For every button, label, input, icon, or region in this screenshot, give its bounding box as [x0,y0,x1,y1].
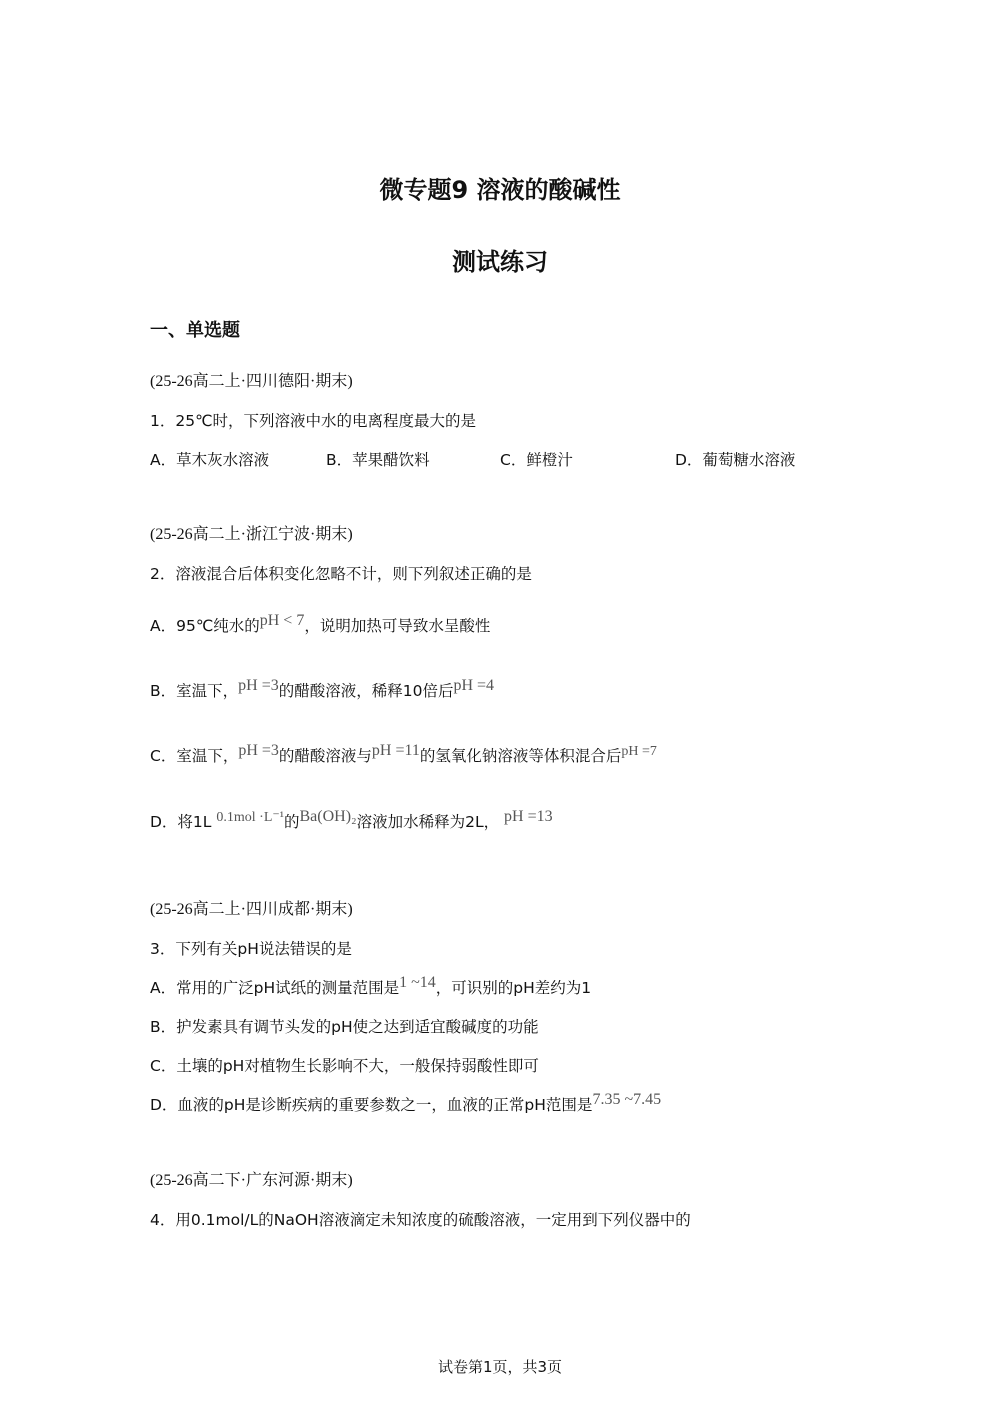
q2-option-c [150,742,657,769]
q2-option-d [150,808,553,835]
q2-c-formula-1: pH =3 [238,742,279,759]
q1-source: (25-26高二上·四川德阳·期末) [150,373,353,390]
q2-c-text-3: 的氢氧化钠溶液等体积混合后 [419,747,622,765]
q3-stem: 3．下列有关pH说法错误的是 [150,940,352,958]
q3-a-formula: 1 ~14 [399,974,436,991]
q4-stem: 4．用0.1mol/L的NaOH溶液滴定未知浓度的硫酸溶液，一定用到下列仪器中的 [150,1211,691,1229]
q2-c-formula-3: pH =7 [621,744,657,759]
q1-option-a: A．草木灰水溶液 [150,451,270,469]
q2-d-text-3: 溶液加水稀释为2L， [356,813,500,831]
page-footer: 试卷第1页，共3页 [437,1358,563,1376]
q2-b-text-2: 的醋酸溶液，稀释10倍后 [278,682,454,700]
q3-option-a [150,974,592,1000]
section-heading: 一、单选题 [150,320,240,341]
q2-d-formula-2: Ba(OH)₂ [299,808,357,825]
q1-stem: 1．25℃时，下列溶液中水的电离程度最大的是 [150,412,476,430]
q2-d-formula-1: 0.1mol ·L⁻¹ [216,810,284,825]
q2-b-formula-2: pH =4 [453,677,495,694]
q2-a-formula: pH < 7 [259,612,305,629]
q2-option-b [150,677,495,703]
q2-a-text: A．95℃纯水的 [150,617,260,635]
q2-stem: 2．溶液混合后体积变化忽略不计，则下列叙述正确的是 [150,565,532,583]
q2-c-text-2: 的醋酸溶液与 [278,747,372,765]
q2-d-text-2: 的 [283,813,300,831]
q2-b-formula-1: pH =3 [238,677,279,694]
q2-source: (25-26高二上·浙江宁波·期末) [150,526,353,543]
q2-d-formula-3: pH =13 [504,808,553,825]
q3-a-text-2: ，可识别的pH差约为1 [435,979,592,997]
q3-d-text: D．血液的pH是诊断疾病的重要参数之一，血液的正常pH范围是 [150,1096,593,1114]
q2-c-text: C．室温下， [150,747,239,765]
document-title: 微专题9 溶液的酸碱性 [379,176,621,204]
q2-a-text-2: ，说明加热可导致水呈酸性 [304,617,491,635]
q2-option-a [150,612,491,638]
q1-option-d: D．葡萄糖水溶液 [675,451,796,469]
q3-d-formula: 7.35 ~7.45 [592,1091,662,1108]
q2-b-text: B．室温下， [150,682,239,700]
q1-option-b: B．苹果醋饮料 [326,451,430,469]
q4-source: (25-26高二下·广东河源·期末) [150,1172,353,1189]
q1-option-c: C．鲜橙汁 [500,451,573,469]
document-subtitle: 测试练习 [452,248,548,276]
q3-option-c: C．土壤的pH对植物生长影响不大，一般保持弱酸性即可 [150,1057,539,1075]
q3-option-b: B．护发素具有调节头发的pH使之达到适宜酸碱度的功能 [150,1018,539,1036]
q2-d-text: D．将1L [150,813,212,831]
q3-source: (25-26高二上·四川成都·期末) [150,901,353,918]
q2-c-formula-2: pH =11 [371,742,420,759]
q3-option-d [150,1091,662,1117]
q3-a-text: A．常用的广泛pH试纸的测量范围是 [150,979,400,997]
